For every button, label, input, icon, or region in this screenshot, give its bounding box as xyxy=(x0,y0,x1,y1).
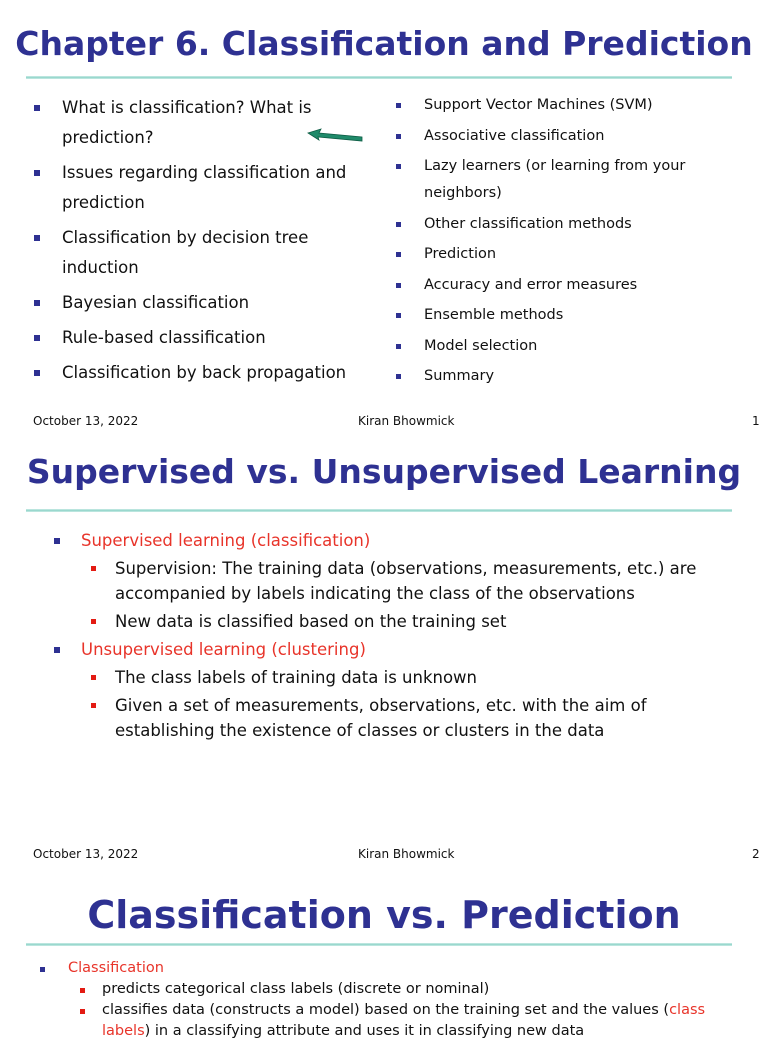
bullet-list xyxy=(40,958,740,1042)
title-divider xyxy=(26,76,732,79)
sub-list-item: The class labels of training data is unknown xyxy=(81,665,744,690)
bullet-icon xyxy=(396,313,401,318)
bullet-icon xyxy=(40,967,45,972)
bullet-icon xyxy=(34,170,40,176)
title-divider xyxy=(26,943,732,946)
sub-list-item: Given a set of measurements, observations, etc. with the aim of establishing the existence of classes or clusters in the data xyxy=(81,693,744,743)
bullet-icon xyxy=(396,222,401,227)
bullet-icon xyxy=(80,988,85,993)
list-item: Ensemble methods xyxy=(396,302,746,329)
list-item: Classification by back propagation xyxy=(34,358,374,388)
sub-list-item: Supervision: The training data (observations, measurements, etc.) are accompanied by labels indicating the class of the observations xyxy=(81,556,744,606)
bullet-icon xyxy=(396,344,401,349)
page-number: 1 xyxy=(752,414,760,428)
list-item: Bayesian classification xyxy=(34,288,374,318)
right-bullet-list xyxy=(396,92,746,394)
list-item: Rule-based classification xyxy=(34,323,374,353)
bullet-icon xyxy=(34,105,40,111)
sub-list xyxy=(81,665,744,743)
bullet-icon xyxy=(396,164,401,169)
slide-title: Supervised vs. Unsupervised Learning xyxy=(26,452,742,491)
bullet-icon xyxy=(34,335,40,341)
section-heading: Supervised learning (classification) xyxy=(81,531,371,550)
list-item: Accuracy and error measures xyxy=(396,272,746,299)
bullet-icon xyxy=(54,538,60,544)
bullet-icon xyxy=(396,374,401,379)
sub-list-item: classifies data (constructs a model) based on the training set and the values (class labels) in a classifying attribute and uses it in classifying new data xyxy=(68,1000,740,1042)
list-item: What is classification? What is prediction? xyxy=(34,93,374,153)
footer-date: October 13, 2022 xyxy=(33,847,139,861)
arrow-icon xyxy=(304,128,364,144)
list-item: Associative classification xyxy=(396,123,746,150)
list-item: Model selection xyxy=(396,333,746,360)
page-number: 2 xyxy=(752,847,760,861)
section-heading: Classification xyxy=(68,960,164,976)
title-divider xyxy=(26,509,732,512)
list-item xyxy=(54,637,744,743)
bullet-icon xyxy=(34,235,40,241)
list-item xyxy=(40,958,740,1042)
bullet-icon xyxy=(396,283,401,288)
list-item: Lazy learners (or learning from your neighbors) xyxy=(396,153,746,207)
list-item: Prediction xyxy=(396,241,746,268)
bullet-icon xyxy=(34,370,40,376)
bullet-icon xyxy=(396,134,401,139)
bullet-icon xyxy=(91,619,96,624)
bullet-icon xyxy=(80,1009,85,1014)
class-labels-text: class labels xyxy=(102,1002,706,1039)
sub-list-item: predicts categorical class labels (discrete or nominal) xyxy=(68,979,740,1000)
bullet-icon xyxy=(91,675,96,680)
list-item: Issues regarding classification and prediction xyxy=(34,158,374,218)
list-item: Summary xyxy=(396,363,746,390)
list-item xyxy=(54,528,744,634)
list-item: Support Vector Machines (SVM) xyxy=(396,92,746,119)
bullet-icon xyxy=(34,300,40,306)
slide-title: Chapter 6. Classification and Prediction xyxy=(15,24,753,63)
footer-author: Kiran Bhowmick xyxy=(358,414,455,428)
slide-title: Classification vs. Prediction xyxy=(87,893,681,937)
section-heading: Unsupervised learning (clustering) xyxy=(81,640,366,659)
bullet-list xyxy=(54,528,744,746)
bullet-icon xyxy=(91,703,96,708)
list-item: Classification by decision tree induction xyxy=(34,223,374,283)
sub-list xyxy=(81,556,744,634)
bullet-icon xyxy=(91,566,96,571)
bullet-icon xyxy=(396,103,401,108)
list-item: Other classification methods xyxy=(396,211,746,238)
footer-author: Kiran Bhowmick xyxy=(358,847,455,861)
sub-list-item: New data is classified based on the training set xyxy=(81,609,744,634)
sub-list xyxy=(68,979,740,1042)
bullet-icon xyxy=(54,647,60,653)
bullet-icon xyxy=(396,252,401,257)
footer-date: October 13, 2022 xyxy=(33,414,139,428)
